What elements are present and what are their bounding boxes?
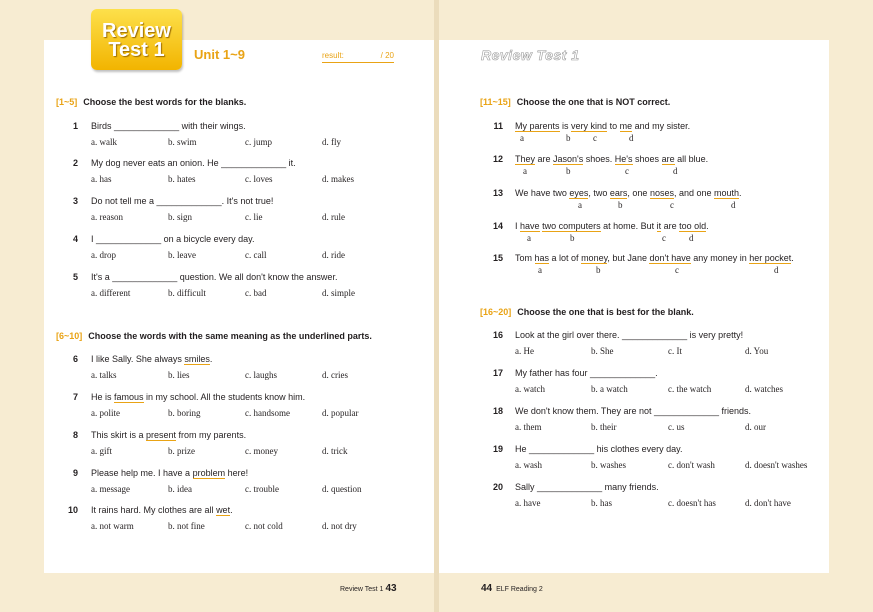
unit-label: Unit 1~9 [194, 47, 245, 62]
choice-b: b. idea [168, 484, 192, 494]
option-c-label: c [662, 233, 666, 243]
choice-b: b. a watch [591, 384, 628, 394]
question-number: 9 [72, 468, 78, 478]
choice-c: c. doesn't has [668, 498, 716, 508]
text: . [791, 253, 794, 263]
option-b-label: b [570, 233, 575, 243]
option-a-text: eyes [569, 188, 589, 198]
option-c-label: c [675, 265, 679, 275]
question-number: 3 [72, 196, 78, 206]
option-a-text: has [534, 253, 550, 263]
choice-b: b. not fine [168, 521, 205, 531]
choice-b: b. boring [168, 408, 201, 418]
choice-c: c. money [245, 446, 278, 456]
choice-d: d. doesn't washes [745, 460, 808, 470]
question-number: 1 [72, 121, 78, 131]
question-text: Look at the girl over there. _____________ is very pretty! [515, 330, 744, 340]
question-text: I like Sally. She always [91, 354, 185, 364]
section-3-instruction [480, 97, 670, 107]
section-text: Choose the one that is NOT correct. [516, 97, 671, 107]
option-a-text: They [515, 154, 536, 164]
question-number: 14 [492, 221, 503, 231]
result-field [322, 51, 394, 63]
choice-d: d. question [322, 484, 362, 494]
choice-c: c. not cold [245, 521, 283, 531]
option-d-label: d [731, 200, 736, 210]
choice-b: b. She [591, 346, 614, 356]
choice-c: c. us [668, 422, 685, 432]
question-number: 19 [492, 444, 503, 454]
underlined-word: wet [216, 505, 231, 515]
choice-b: b. has [591, 498, 612, 508]
question-number: 4 [72, 234, 78, 244]
underlined-word: present [146, 430, 177, 440]
footer-title: Review Test 1 [340, 586, 384, 593]
question-text: Do not tell me a _____________. It's not true! [91, 196, 274, 206]
option-c-text: it [656, 221, 662, 231]
choice-b: b. sign [168, 212, 193, 222]
question-text-end: . [209, 354, 213, 364]
option-d-label: d [673, 166, 678, 176]
question-number: 11 [493, 121, 503, 131]
question-text: We don't know them. They are not _____________ friends. [515, 406, 752, 416]
choice-a: a. message [91, 484, 130, 494]
question-number: 12 [492, 154, 503, 164]
option-b-text: Jason's [553, 154, 584, 164]
choice-a: a. talks [91, 370, 117, 380]
option-c-text: don't have [649, 253, 691, 263]
choice-d: d. don't have [745, 498, 791, 508]
choice-c: c. loves [245, 174, 273, 184]
choice-c: c. jump [245, 137, 272, 147]
text: at home. But [600, 221, 657, 231]
choice-a: a. reason [91, 212, 123, 222]
underlined-word: smiles [184, 354, 210, 364]
choice-c: c. It [668, 346, 682, 356]
choice-a: a. has [91, 174, 112, 184]
option-d-label: d [774, 265, 779, 275]
option-c-label: c [670, 200, 674, 210]
text: are [535, 154, 554, 164]
option-d-label: d [629, 133, 634, 143]
choice-d: d. ride [322, 250, 345, 260]
choice-a: a. not warm [91, 521, 134, 531]
text: . [739, 188, 742, 198]
choice-d: d. trick [322, 446, 348, 456]
choice-b: b. prize [168, 446, 195, 456]
choice-d: d. makes [322, 174, 354, 184]
question-number: 6 [72, 354, 78, 364]
choice-d: d. fly [322, 137, 341, 147]
underlined-word: famous [114, 392, 144, 402]
question-text: It's a _____________ question. We all don't know the answer. [91, 272, 338, 282]
page-number: 44 [481, 583, 493, 594]
text: Tom [515, 253, 535, 263]
left-page-footer [340, 583, 399, 594]
text: any money in [690, 253, 750, 263]
choice-b: b. hates [168, 174, 196, 184]
question-text: This skirt is a [91, 430, 147, 440]
option-b-label: b [618, 200, 623, 210]
option-a-label: a [527, 233, 531, 243]
option-c-label: c [625, 166, 629, 176]
right-page [439, 0, 873, 612]
question-number: 15 [492, 253, 503, 263]
choice-d: d. popular [322, 408, 359, 418]
option-d-label: d [689, 233, 694, 243]
question-text: He _____________ his clothes every day. [515, 444, 683, 454]
text: are [661, 221, 680, 231]
option-b-text: ears [609, 188, 628, 198]
option-c-text: He's [614, 154, 633, 164]
text: . [706, 221, 709, 231]
question-number: 5 [72, 272, 78, 282]
text: I [515, 221, 521, 231]
section-2-instruction [56, 331, 372, 341]
choice-a: a. He [515, 346, 534, 356]
result-label: result: [322, 51, 344, 60]
right-page-footer [479, 583, 543, 594]
question-text: Birds _____________ with their wings. [91, 121, 246, 131]
choice-d: d. not dry [322, 521, 357, 531]
choice-c: c. lie [245, 212, 263, 222]
question-number: 7 [72, 392, 78, 402]
option-a-label: a [578, 200, 582, 210]
text: all blue. [674, 154, 709, 164]
question-number: 10 [67, 505, 78, 515]
choice-a: a. have [515, 498, 541, 508]
question-text: Sally _____________ many friends. [515, 482, 659, 492]
option-c-text: me [619, 121, 633, 131]
choice-a: a. watch [515, 384, 545, 394]
choice-d: d. watches [745, 384, 783, 394]
choice-a: a. them [515, 422, 542, 432]
option-c-label: c [593, 133, 597, 143]
question-text-end: in my school. All the students know him. [143, 392, 306, 402]
choice-b: b. lies [168, 370, 190, 380]
option-d-text: mouth [714, 188, 740, 198]
question-text-end: from my parents. [176, 430, 247, 440]
text: shoes. [583, 154, 615, 164]
choice-d: d. simple [322, 288, 355, 298]
choice-c: c. laughs [245, 370, 277, 380]
question-text-end: here! [225, 468, 249, 478]
page-number: 43 [385, 583, 397, 594]
option-b-label: b [566, 166, 571, 176]
section-range: [6~10] [56, 331, 83, 341]
section-text: Choose the one that is best for the blank. [517, 307, 694, 317]
question-number: 17 [492, 368, 503, 378]
option-d-text: are [661, 154, 675, 164]
choice-a: a. drop [91, 250, 116, 260]
choice-a: a. wash [515, 460, 542, 470]
section-text: Choose the words with the same meaning as the underlined parts. [88, 331, 372, 341]
option-b-text: very kind [571, 121, 608, 131]
text: , but Jane [607, 253, 650, 263]
choice-b: b. their [591, 422, 617, 432]
choice-d: d. You [745, 346, 769, 356]
question-number: 13 [492, 188, 503, 198]
question-number: 8 [72, 430, 78, 440]
left-page [0, 0, 434, 612]
text: , two [588, 188, 610, 198]
choice-c: c. don't wash [668, 460, 715, 470]
section-range: [11~15] [480, 97, 511, 107]
choice-a: a. different [91, 288, 131, 298]
question-text: It rains hard. My clothes are all [91, 505, 217, 515]
choice-c: c. bad [245, 288, 267, 298]
choice-b: b. difficult [168, 288, 206, 298]
badge-text: Review Test 1 [102, 20, 171, 61]
text: shoes [632, 154, 662, 164]
option-b-label: b [566, 133, 571, 143]
choice-a: a. polite [91, 408, 120, 418]
option-b-text: money [581, 253, 608, 263]
choice-c: c. handsome [245, 408, 290, 418]
option-d-text: too old [679, 221, 707, 231]
section-range: [16~20] [480, 307, 512, 317]
option-a-label: a [538, 265, 542, 275]
choice-d: d. cries [322, 370, 348, 380]
option-a-label: a [523, 166, 527, 176]
choice-c: c. trouble [245, 484, 279, 494]
question-text: My dog never eats an onion. He _____________ it. [91, 158, 296, 168]
text: to [607, 121, 620, 131]
question-number: 20 [492, 482, 503, 492]
choice-b: b. leave [168, 250, 196, 260]
choice-d: d. our [745, 422, 766, 432]
choice-c: c. the watch [668, 384, 712, 394]
question-text-end: . [230, 505, 233, 515]
choice-c: c. call [245, 250, 267, 260]
choice-a: a. walk [91, 137, 117, 147]
section-1-instruction [56, 97, 246, 107]
text: and my sister. [632, 121, 691, 131]
footer-title: ELF Reading 2 [496, 586, 543, 593]
text: , one [627, 188, 650, 198]
option-b-text: two computers [542, 221, 601, 231]
text: is [559, 121, 572, 131]
question-number: 16 [492, 330, 503, 340]
text: , and one [673, 188, 715, 198]
section-range: [1~5] [56, 97, 78, 107]
option-b-label: b [596, 265, 601, 275]
section-text: Choose the best words for the blanks. [83, 97, 247, 107]
choice-b: b. washes [591, 460, 626, 470]
review-test-title: Review Test 1 [481, 47, 580, 63]
question-text: I _____________ on a bicycle every day. [91, 234, 255, 244]
review-test-badge [91, 9, 182, 70]
question-number: 18 [492, 406, 503, 416]
underlined-word: problem [192, 468, 226, 478]
choice-b: b. swim [168, 137, 197, 147]
option-d-text: her pocket [749, 253, 792, 263]
option-a-text: have [520, 221, 540, 231]
option-a-label: a [520, 133, 524, 143]
option-a-text: My parents [515, 121, 560, 131]
question-text: My father has four _____________. [515, 368, 658, 378]
text: We have two [515, 188, 570, 198]
section-4-instruction [480, 307, 694, 317]
choice-a: a. gift [91, 446, 112, 456]
choice-d: d. rule [322, 212, 345, 222]
result-total: / 20 [380, 51, 394, 60]
question-number: 2 [72, 158, 78, 168]
question-text: He is [91, 392, 115, 402]
text: a lot of [549, 253, 582, 263]
question-text: Please help me. I have a [91, 468, 193, 478]
option-c-text: noses [649, 188, 674, 198]
